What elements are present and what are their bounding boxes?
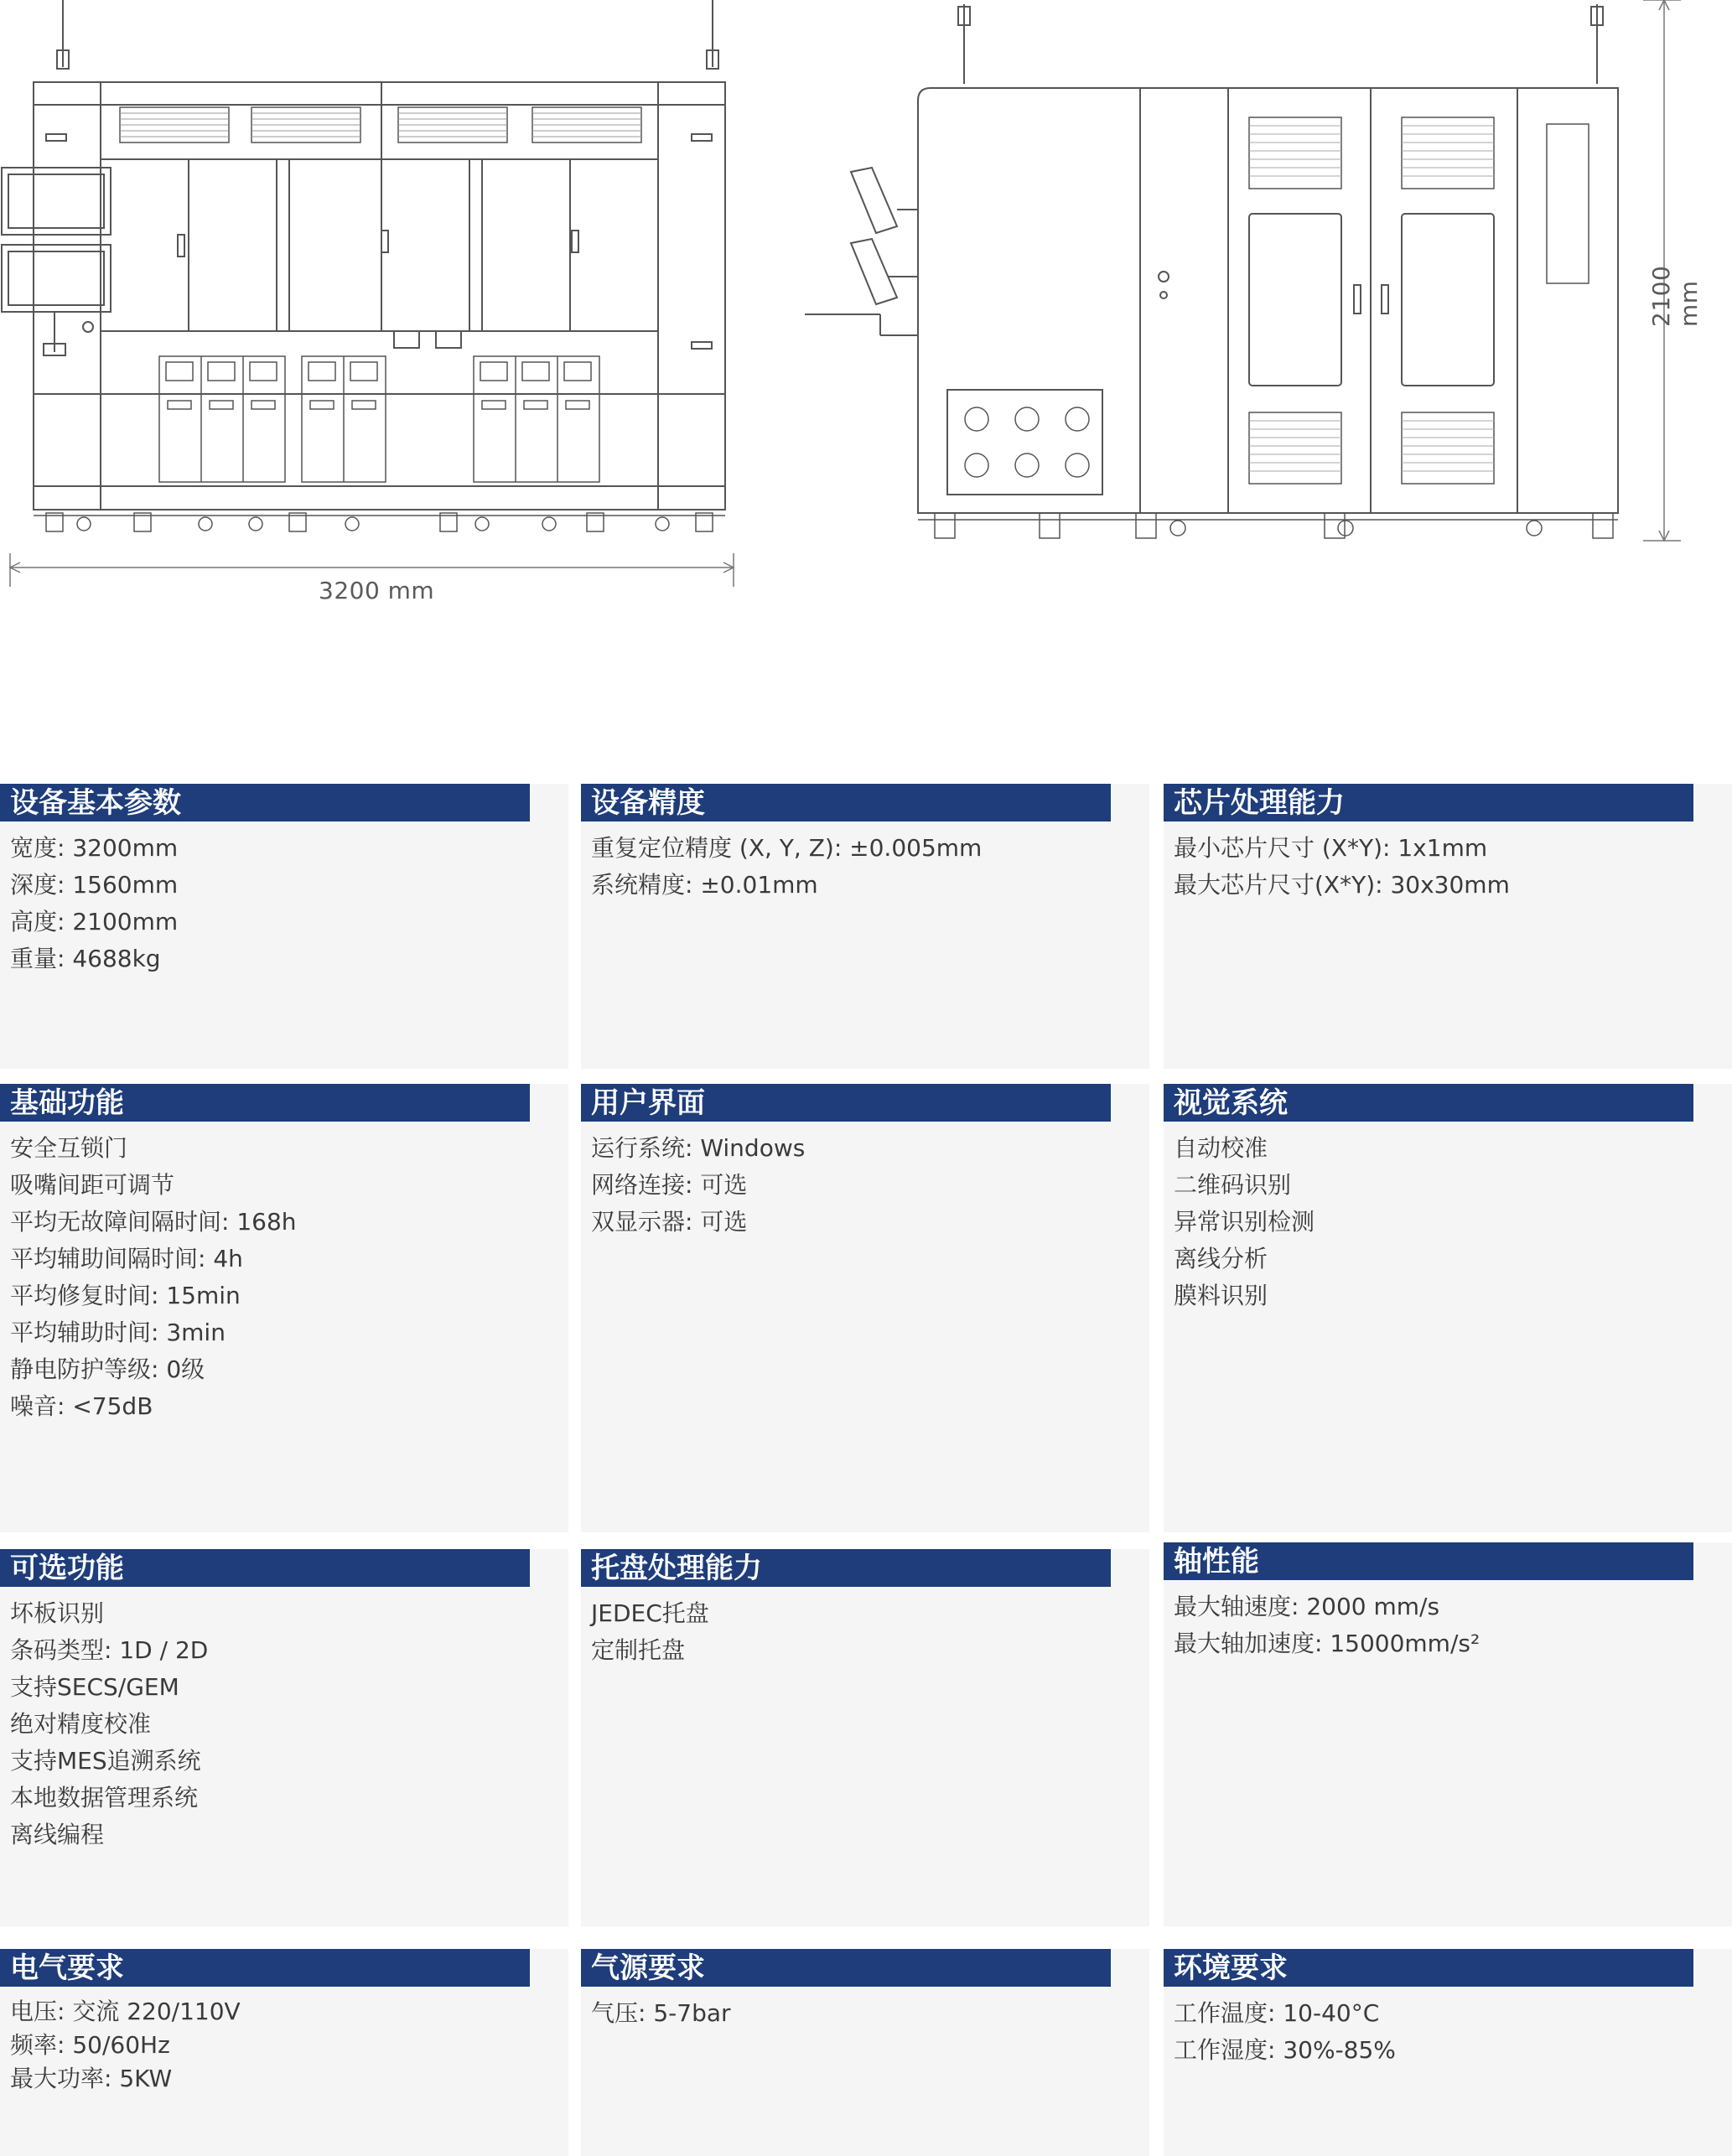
spec-item: 深度: 1560mm bbox=[10, 871, 179, 899]
spec-card-electrical bbox=[0, 1949, 568, 2156]
spec-list bbox=[0, 1987, 568, 2096]
spec-item: 离线分析 bbox=[1174, 1245, 1268, 1272]
spec-list bbox=[0, 1587, 568, 1853]
spec-item: 离线编程 bbox=[10, 1821, 105, 1848]
spec-item: 宽度: 3200mm bbox=[10, 834, 179, 862]
spec-card-basic-params bbox=[0, 784, 568, 1069]
spec-card-precision bbox=[581, 784, 1149, 1069]
spec-item: 最大轴速度: 2000 mm/s bbox=[1174, 1593, 1440, 1620]
spec-card-axis-performance bbox=[1164, 1542, 1732, 1926]
spec-list bbox=[0, 821, 568, 977]
spec-item: 安全互锁门 bbox=[10, 1134, 128, 1162]
spec-item: 最大功率: 5KW bbox=[10, 2065, 173, 2092]
spec-card-air-supply bbox=[581, 1949, 1149, 2156]
spec-card-vision-system bbox=[1164, 1084, 1732, 1532]
spec-item: 气压: 5-7bar bbox=[591, 1999, 731, 2027]
spec-item: 高度: 2100mm bbox=[10, 908, 179, 935]
spec-list bbox=[1164, 1580, 1732, 1662]
spec-item: 系统精度: ±0.01mm bbox=[591, 871, 818, 899]
spec-item: 膜料识别 bbox=[1174, 1282, 1268, 1309]
spec-grid bbox=[0, 754, 1698, 2156]
spec-card-title: 环境要求 bbox=[1164, 1949, 1693, 1987]
spec-list bbox=[581, 1587, 1149, 1669]
spec-list bbox=[1164, 1122, 1732, 1314]
spec-item: 支持SECS/GEM bbox=[10, 1673, 179, 1701]
spec-card-user-interface bbox=[581, 1084, 1149, 1532]
spec-list bbox=[1164, 821, 1732, 904]
spec-list bbox=[581, 821, 1149, 904]
spec-item: 异常识别检测 bbox=[1174, 1208, 1315, 1236]
spec-card-title: 电气要求 bbox=[0, 1949, 530, 1987]
height-dimension-label: 2100 mm bbox=[1647, 265, 1703, 327]
spec-card-title: 设备精度 bbox=[581, 784, 1111, 821]
spec-item: JEDEC托盘 bbox=[591, 1599, 709, 1627]
spec-item: 网络连接: 可选 bbox=[591, 1171, 748, 1199]
width-dimension-label: 3200 mm bbox=[319, 577, 435, 604]
machine-drawings bbox=[0, 0, 1703, 671]
spec-card-title: 气源要求 bbox=[581, 1949, 1111, 1987]
spec-item: 电压: 交流 220/110V bbox=[10, 1998, 241, 2025]
spec-list bbox=[581, 1122, 1149, 1241]
spec-card-tray-handling bbox=[581, 1549, 1149, 1926]
spec-item: 重复定位精度 (X, Y, Z): ±0.005mm bbox=[591, 834, 983, 862]
spec-card-title: 基础功能 bbox=[0, 1084, 530, 1122]
spec-item: 吸嘴间距可调节 bbox=[10, 1171, 175, 1199]
spec-item: 最小芯片尺寸 (X*Y): 1x1mm bbox=[1174, 834, 1488, 862]
spec-card-title: 视觉系统 bbox=[1164, 1084, 1693, 1122]
spec-list bbox=[1164, 1987, 1732, 2069]
spec-card-chip-handling bbox=[1164, 784, 1732, 1069]
spec-item: 静电防护等级: 0级 bbox=[10, 1355, 205, 1383]
spec-item: 本地数据管理系统 bbox=[10, 1784, 199, 1811]
spec-item: 最大芯片尺寸(X*Y): 30x30mm bbox=[1174, 871, 1510, 899]
spec-item: 平均无故障间隔时间: 168h bbox=[10, 1208, 297, 1236]
spec-card-basic-functions bbox=[0, 1084, 568, 1532]
spec-item: 工作湿度: 30%-85% bbox=[1174, 2036, 1396, 2064]
spec-card-title: 托盘处理能力 bbox=[581, 1549, 1111, 1587]
spec-item: 平均修复时间: 15min bbox=[10, 1282, 241, 1309]
spec-item: 定制托盘 bbox=[591, 1636, 686, 1664]
spec-item: 平均辅助间隔时间: 4h bbox=[10, 1245, 243, 1272]
spec-item: 条码类型: 1D / 2D bbox=[10, 1636, 209, 1664]
spec-card-environment bbox=[1164, 1949, 1732, 2156]
spec-item: 自动校准 bbox=[1174, 1134, 1268, 1162]
spec-card-title: 可选功能 bbox=[0, 1549, 530, 1587]
spec-item: 二维码识别 bbox=[1174, 1171, 1292, 1199]
spec-item: 频率: 50/60Hz bbox=[10, 2031, 170, 2059]
spec-list bbox=[0, 1122, 568, 1425]
spec-item: 双显示器: 可选 bbox=[591, 1208, 748, 1236]
spec-item: 平均辅助时间: 3min bbox=[10, 1319, 226, 1346]
machine-line-drawing bbox=[0, 0, 1698, 671]
spec-item: 噪音: <75dB bbox=[10, 1392, 153, 1420]
spec-card-title: 用户界面 bbox=[581, 1084, 1111, 1122]
spec-item: 支持MES追溯系统 bbox=[10, 1747, 201, 1775]
spec-item: 最大轴加速度: 15000mm/s² bbox=[1174, 1630, 1480, 1657]
spec-card-title: 设备基本参数 bbox=[0, 784, 530, 821]
spec-card-optional-functions bbox=[0, 1549, 568, 1926]
spec-item: 运行系统: Windows bbox=[591, 1134, 806, 1162]
spec-item: 工作温度: 10-40°C bbox=[1174, 1999, 1380, 2027]
spec-list bbox=[581, 1987, 1149, 2032]
spec-item: 重量: 4688kg bbox=[10, 945, 161, 972]
spec-item: 坏板识别 bbox=[10, 1599, 105, 1627]
spec-card-title: 芯片处理能力 bbox=[1164, 784, 1693, 821]
spec-item: 绝对精度校准 bbox=[10, 1710, 152, 1738]
spec-card-title: 轴性能 bbox=[1164, 1542, 1693, 1580]
